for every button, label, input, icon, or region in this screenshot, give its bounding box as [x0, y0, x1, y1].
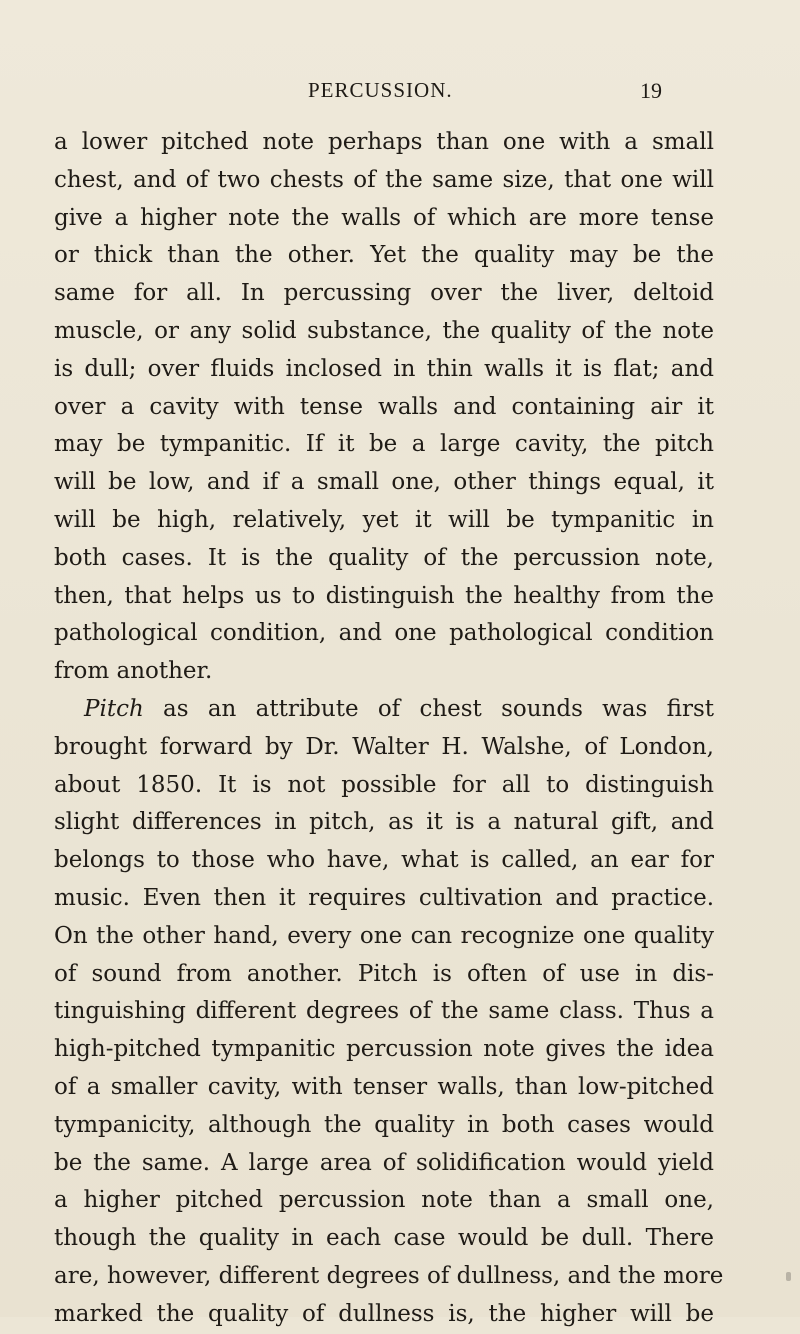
text-line: tympanicity, although the quality in both cases would — [54, 1111, 714, 1138]
text-line: are, however, different degrees of dullness, and the more — [54, 1262, 724, 1289]
text-line: a lower pitched note perhaps than one with a small — [54, 129, 714, 155]
text-line: though the quality in each case would be dull. There — [54, 1225, 714, 1252]
text-line: muscle, or any solid substance, the quality of the note — [54, 317, 714, 344]
text-line: may be tympanitic. If it be a large cavity, the pitch — [54, 431, 714, 458]
text-line: On the other hand, every one can recognize one quality — [54, 922, 714, 949]
text-line: from another. — [54, 658, 213, 685]
scan-speck — [786, 1272, 791, 1281]
text-line: give a higher note the walls of which are more tense — [54, 204, 714, 231]
text-line: be the same. A large area of solidification would yield — [54, 1149, 714, 1176]
text-line: both cases. It is the quality of the percussion note, — [54, 544, 714, 571]
text-line: is dull; over fluids inclosed in thin walls it is flat; and — [54, 355, 714, 382]
text-line: chest, and of two chests of the same size, that one will — [54, 166, 714, 193]
page-header — [0, 78, 800, 108]
text-line: brought forward by Dr. Walter H. Walshe, of London, — [54, 733, 714, 760]
page-number: 19 — [640, 78, 662, 103]
text-line: will be low, and if a small one, other things equal, it — [54, 469, 714, 496]
text-line: a higher pitched percussion note than a small one, — [54, 1187, 714, 1214]
text-line-rest: as an attribute of chest sounds was first — [143, 695, 714, 722]
text-line: same for all. In percussing over the liver, deltoid — [54, 280, 714, 307]
text-line: marked the quality of dullness is, the higher will be — [54, 1300, 714, 1327]
text-line: music. Even then it requires cultivation and practice. — [54, 884, 714, 911]
text-line: then, that helps us to distinguish the healthy from the — [54, 582, 714, 609]
text-line: or thick than the other. Yet the quality may be the — [54, 242, 714, 269]
italic-term: Pitch — [84, 695, 144, 722]
text-line: slight differences in pitch, as it is a natural gift, and — [54, 809, 714, 836]
text-line: of a smaller cavity, with tenser walls, than low-pitched — [54, 1073, 714, 1100]
text-line: over a cavity with tense walls and containing air it — [54, 393, 714, 420]
text-line: belongs to those who have, what is called, an ear for — [54, 847, 714, 874]
text-line: pathological condition, and one pathological condition — [54, 620, 714, 647]
text-line: will be high, relatively, yet it will be tympanitic in — [54, 506, 714, 533]
body-text — [54, 124, 724, 1334]
text-line: about 1850. It is not possible for all to distinguish — [54, 771, 714, 798]
text-line: of sound from another. Pitch is often of use in dis- — [54, 960, 714, 987]
text-line: high-pitched tympanitic percussion note gives the idea — [54, 1036, 714, 1063]
text-line: tinguishing different degrees of the same class. Thus a — [54, 998, 714, 1025]
running-title: PERCUSSION. — [308, 78, 453, 102]
paragraph-start-line — [54, 691, 714, 729]
